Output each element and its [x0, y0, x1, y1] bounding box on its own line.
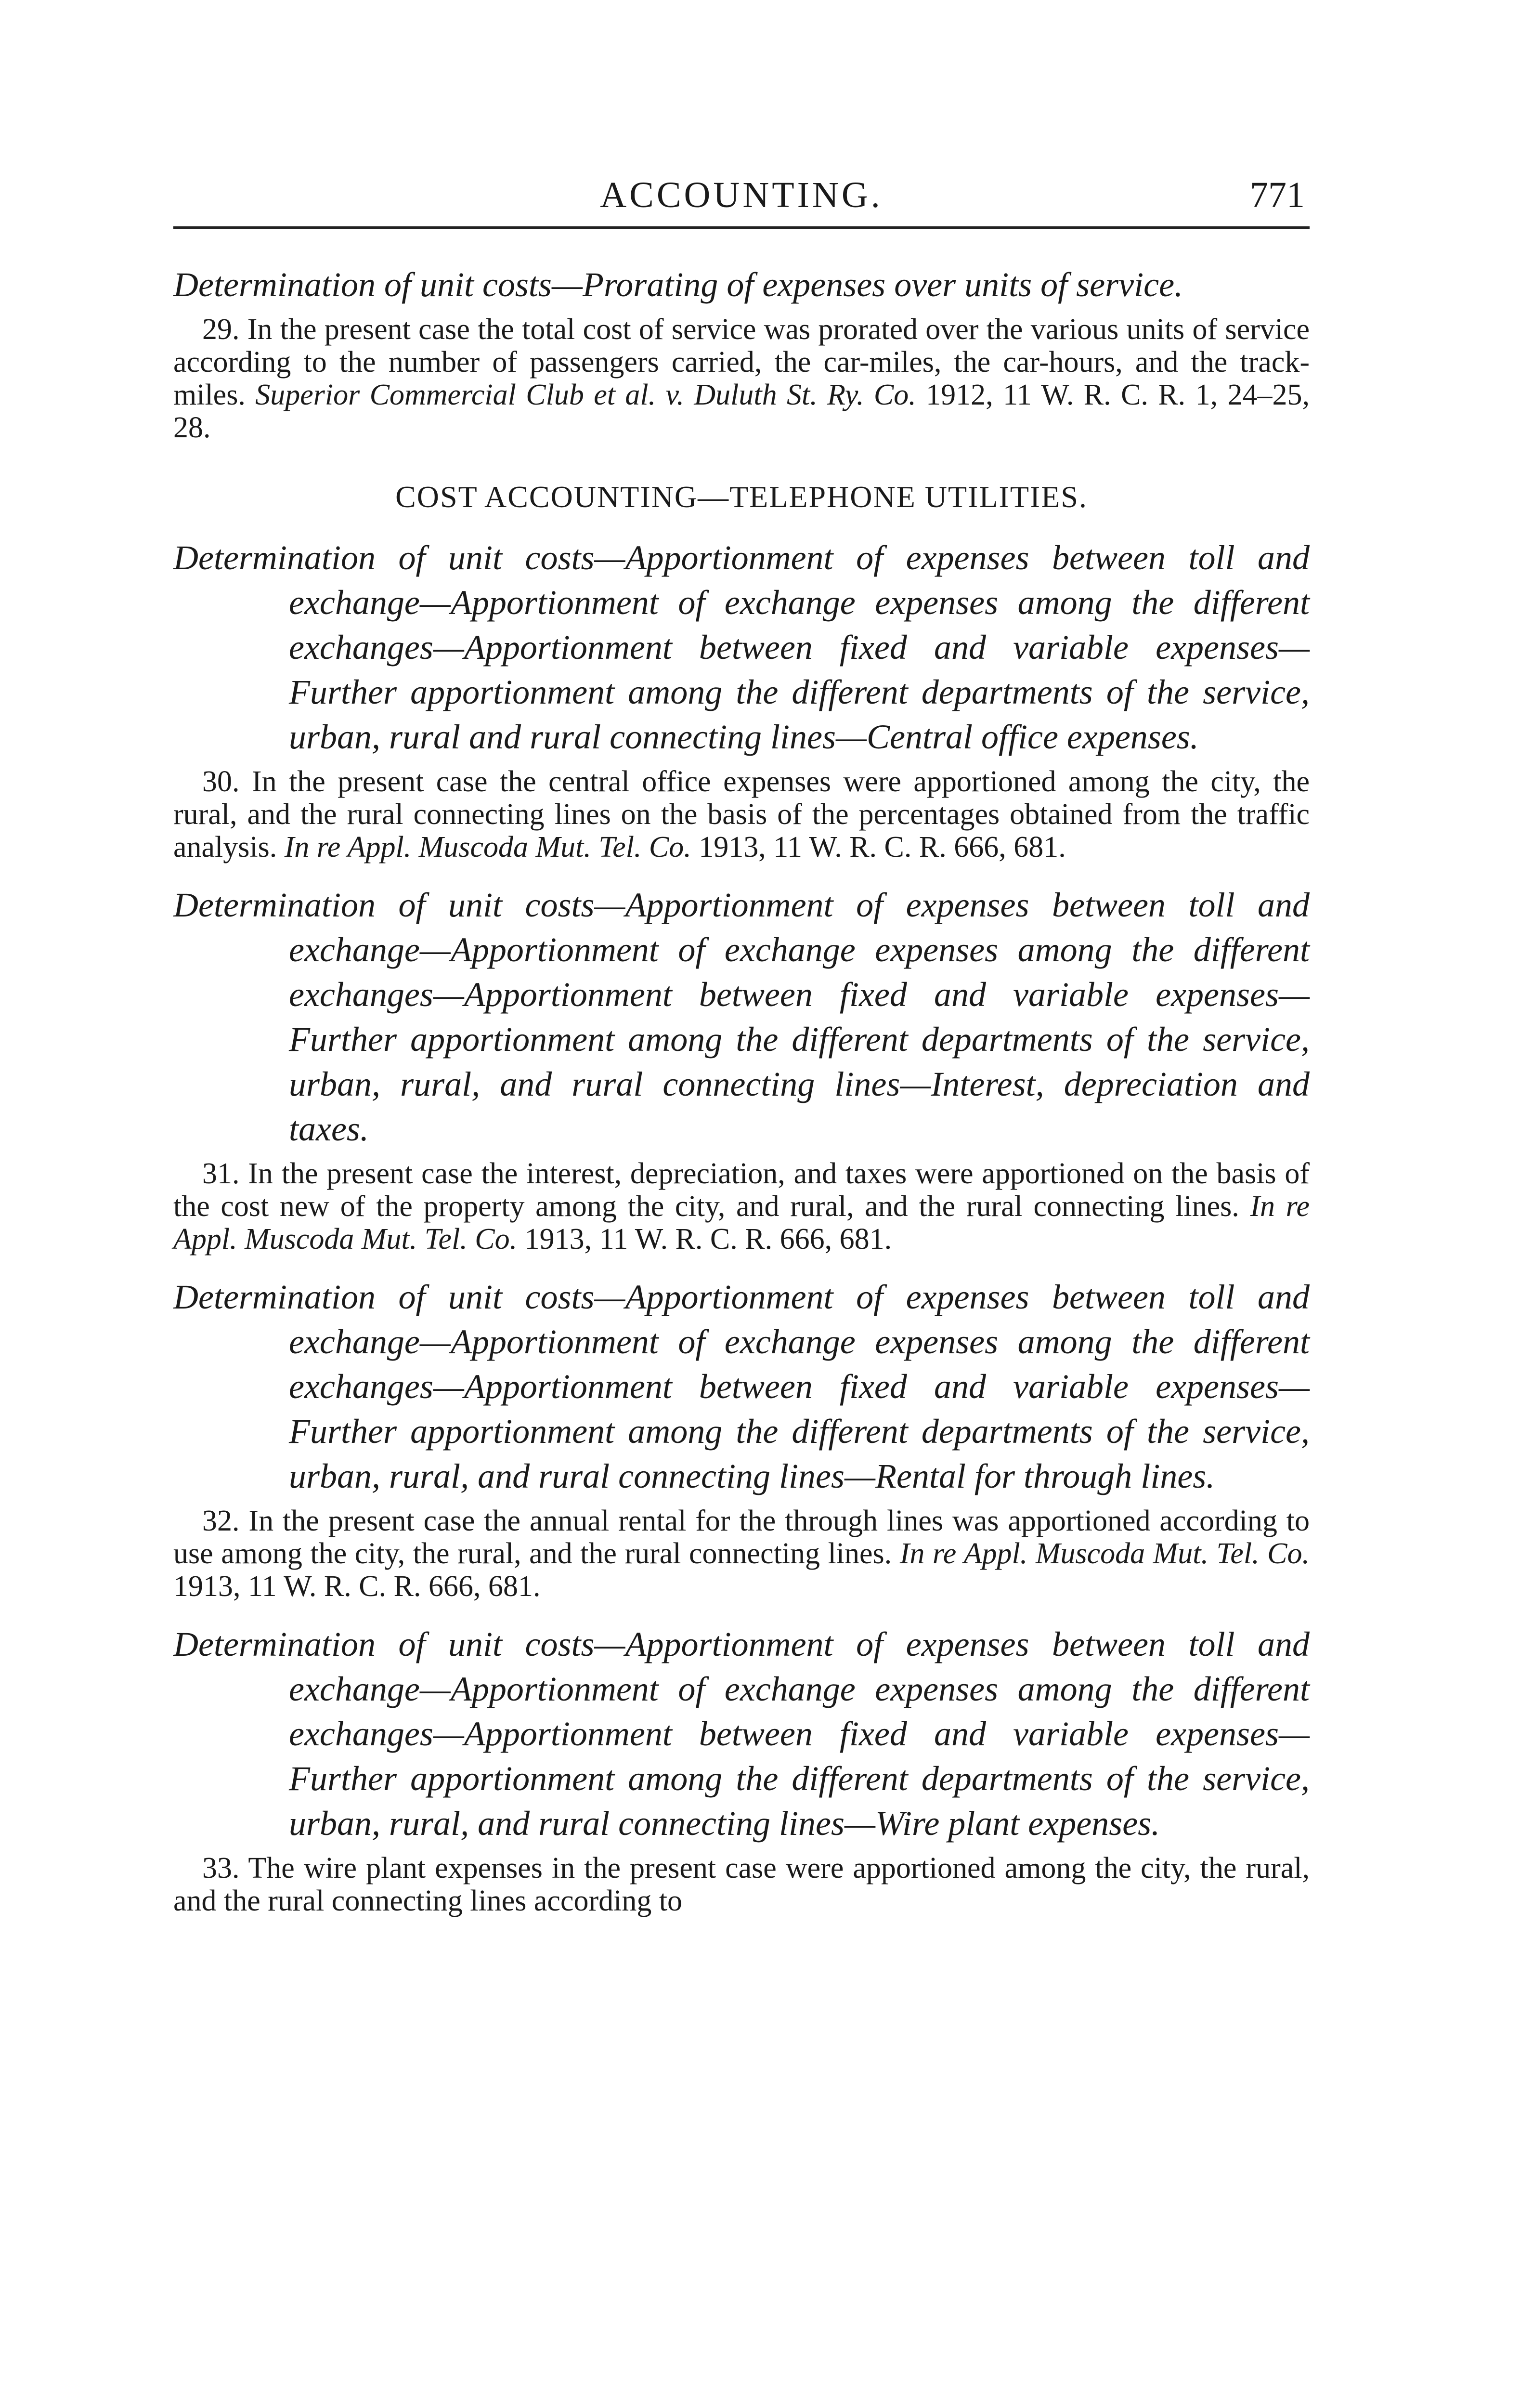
entry-29 — [173, 262, 1310, 444]
entry-30 — [173, 536, 1310, 864]
headnote: Determination of unit costs—Apportionment of expenses between toll and exchange—Apportionment of exchange expenses among the different exchanges—Apportionment between fixed and variable expenses—Further apportionment among the different departments of the service, urban, rural, and rural connecting lines—Interest, depreciation and taxes. — [173, 886, 1310, 1148]
page-content — [173, 262, 1310, 1917]
running-title: ACCOUNTING. — [600, 175, 883, 215]
paragraph-text: In the present case the annual rental for the through lines was apportioned according to use among the city, the rural, and the rural connecting lines. — [173, 1505, 1310, 1570]
headnote: Determination of unit costs—Prorating of expenses over units of service. — [173, 265, 1183, 304]
citation-case-name: Superior Commercial Club et al. v. Duluth St. Ry. Co. — [255, 379, 916, 411]
paragraph — [173, 765, 1310, 864]
headnote: Determination of unit costs—Apportionment of expenses between toll and exchange—Apportionment of exchange expenses among the different exchanges—Apportionment between fixed and variable expenses—Further apportionment among the different departments of the service, urban, rural, and rural connecting lines—Rental for through lines. — [173, 1278, 1310, 1495]
paragraph — [173, 313, 1310, 444]
paragraph-text: The wire plant expenses in the present case were apportioned among the city, the rural, and the rural connecting lines according to — [173, 1852, 1310, 1917]
paragraph — [173, 1157, 1310, 1256]
headnote: Determination of unit costs—Apportionment of expenses between toll and exchange—Apportionment of exchange expenses among the different exchanges—Apportionment between fixed and variable expenses—Further apportionment among the different departments of the service, urban, rural, and rural connecting lines—Wire plant expenses. — [173, 1625, 1310, 1843]
citation-case-name: In re Appl. Muscoda Mut. Tel. Co. — [284, 831, 691, 864]
paragraph-number: 29. — [202, 313, 240, 346]
paragraph — [173, 1852, 1310, 1917]
paragraph-number: 31. — [202, 1157, 240, 1190]
citation-case-name: In re Appl. Muscoda Mut. Tel. Co. — [899, 1537, 1310, 1570]
paragraph-text: In the present case the total cost of service was prorated over the various units of service according to the number of passengers carried, the car-miles, the car-hours, and the track-miles. — [173, 313, 1310, 411]
entry-32 — [173, 1275, 1310, 1603]
paragraph-number: 33. — [202, 1852, 240, 1885]
paragraph-number: 32. — [202, 1505, 240, 1537]
paragraph-number: 30. — [202, 765, 240, 798]
citation-case-name: In re Appl. Muscoda Mut. Tel. Co. — [173, 1190, 1310, 1256]
section-heading: COST ACCOUNTING—TELEPHONE UTILITIES. — [395, 480, 1088, 514]
headnote: Determination of unit costs—Apportionment of expenses between toll and exchange—Apportionment of exchange expenses among the different exchanges—Apportionment between fixed and variable expenses—Further apportionment among the different departments of the service, urban, rural and rural connecting lines—Central office expenses. — [173, 538, 1310, 756]
paragraph — [173, 1505, 1310, 1603]
citation-reference: 1913, 11 W. R. C. R. 666, 681. — [517, 1223, 892, 1256]
paragraph-text: In the present case the interest, depreciation, and taxes were apportioned on the basis of the cost new of the property among the city, and rural, and the rural connecting lines. — [173, 1157, 1310, 1223]
header-rule — [173, 226, 1310, 229]
page-number: 771 — [1250, 175, 1305, 215]
running-head — [173, 169, 1310, 222]
entry-33 — [173, 1622, 1310, 1917]
citation-reference: 1912, 11 W. R. C. R. 1, 24–25, 28. — [173, 379, 1310, 444]
citation-reference: 1913, 11 W. R. C. R. 666, 681. — [691, 831, 1066, 864]
paragraph-text: In the present case the central office expenses were apportioned among the city, the rural, and the rural connecting lines on the basis of the percentages obtained from the traffic analysis. — [173, 765, 1310, 864]
citation-reference: 1913, 11 W. R. C. R. 666, 681. — [173, 1570, 541, 1603]
entry-31 — [173, 883, 1310, 1256]
